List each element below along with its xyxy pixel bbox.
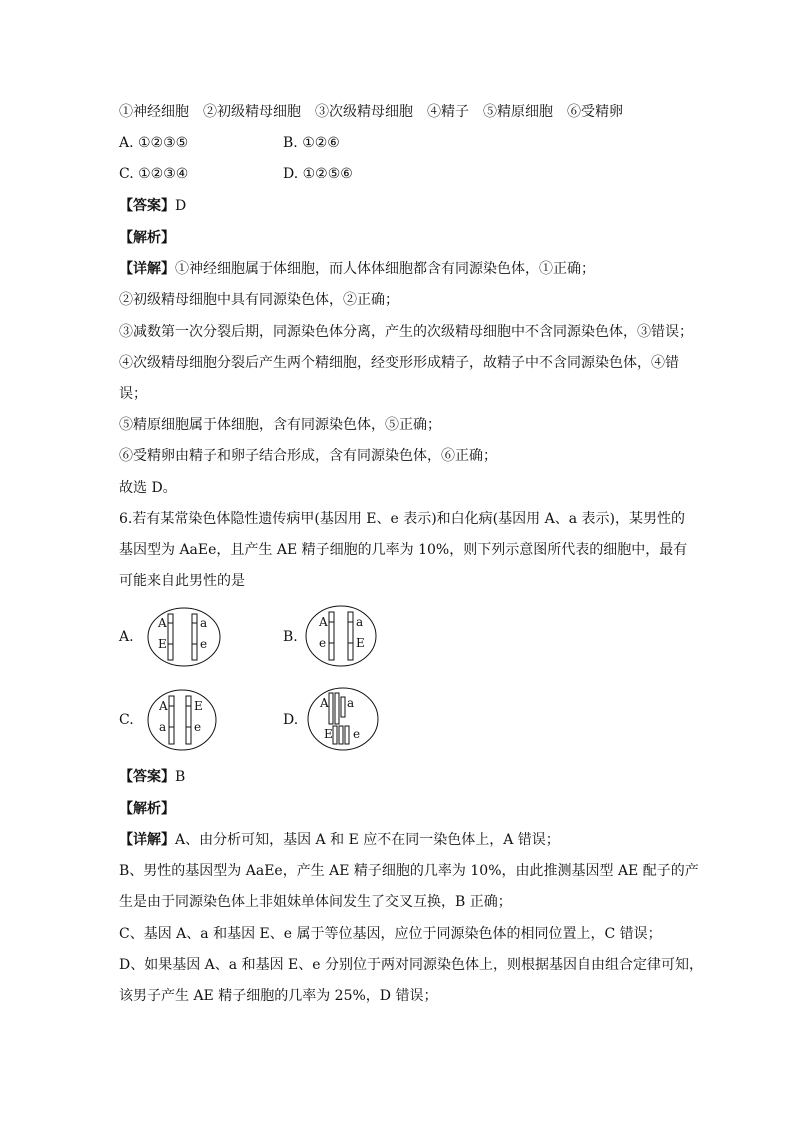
chromosome-a-right (335, 693, 339, 724)
diagram-b-label: B. (283, 629, 298, 645)
detail-text: ①神经细胞属于体细胞，而人体体细胞都含有同源染色体，①正确； (175, 261, 595, 277)
gene-label: A (159, 699, 168, 713)
q5-detail-line-6: ⑤精原细胞属于体细胞，含有同源染色体，⑤正确； (119, 417, 441, 433)
detail-tag: 【详解】 (119, 832, 175, 848)
q5-analysis-tag: 【解析】 (119, 230, 175, 246)
cell-diagram-a (146, 606, 222, 668)
q6-stem-line-2: 基因型为 AaEe，且产生 AE 精子细胞的几率为 10%，则下列示意图所代表的细胞中，最有 (119, 542, 688, 558)
q5-detail-line-7: ⑥受精卵由精子和卵子结合形成，含有同源染色体，⑥正确； (119, 448, 497, 464)
gene-label: a (200, 616, 208, 630)
gene-label: e (200, 637, 208, 651)
chromosome-right (186, 696, 191, 744)
q5-detail-line-5: 误； (119, 386, 147, 402)
q5-option-b: B. ①②⑥ (283, 135, 340, 151)
chromosome-left (168, 614, 173, 660)
diagram-a-label: A. (119, 629, 134, 645)
chromosome-e-mid (339, 726, 343, 744)
chromosome-e-right (345, 726, 349, 744)
q6-analysis-tag: 【解析】 (119, 801, 175, 817)
q5-detail-line-2: ②初级精母细胞中具有同源染色体，②正确； (119, 292, 399, 308)
q6-answer (119, 767, 185, 787)
chromosome-a-left (329, 693, 333, 724)
chromosome-e-left (333, 726, 337, 744)
gene-label: E (324, 727, 333, 741)
q5-detail-line-1 (119, 259, 595, 279)
gene-label: a (347, 696, 355, 710)
cell-diagram-c (146, 688, 218, 752)
gene-label: A (158, 616, 167, 630)
q6-detail-line-5: D、如果基因 A、a 和基因 E、e 分别位于两对同源染色体上，则根据基因自由组合定律可知， (119, 957, 703, 973)
q5-answer (119, 196, 186, 216)
q6-detail-line-1 (119, 830, 560, 850)
q5-detail-line-3: ③减数第一次分裂后期，同源染色体分离，产生的次级精母细胞中不含同源染色体，③错误； (119, 324, 693, 340)
q6-detail-line-4: C、基因 A、a 和基因 E、e 属于等位基因，应位于同源染色体的相同位置上，C 错误； (119, 926, 662, 942)
gene-label: a (356, 615, 364, 629)
gene-label: A (319, 615, 328, 629)
gene-label: E (194, 699, 203, 713)
diagram-d-label: D. (283, 712, 299, 728)
gene-label: e (353, 727, 361, 741)
cell-membrane (306, 606, 376, 666)
gene-label: A (320, 696, 329, 710)
cell-diagram-b (304, 604, 378, 668)
q6-detail-line-2: B、男性的基因型为 AaEe，产生 AE 精子细胞的几率为 10%，由此推测基因型 AE 配子的产 (119, 863, 699, 879)
q5-option-a: A. ①②③⑤ (119, 135, 189, 151)
answer-value: D (175, 198, 187, 214)
cell-diagram-d (306, 686, 380, 752)
answer-tag: 【答案】 (119, 198, 175, 214)
answer-tag: 【答案】 (119, 769, 175, 785)
q5-conclusion: 故选 D。 (119, 480, 177, 496)
q6-detail-line-6: 该男子产生 AE 精子细胞的几率为 25%，D 错误； (119, 988, 438, 1004)
q6-stem-line-1: 6.若有某常染色体隐性遗传病甲(基因用 E、e 表示)和白化病(基因用 A、a 表示)，某男性的 (119, 511, 685, 527)
q5-option-c: C. ①②③④ (119, 166, 189, 182)
gene-label: e (194, 720, 202, 734)
q5-option-d: D. ①②⑤⑥ (283, 166, 353, 182)
chromosome-right (348, 612, 353, 660)
q5-detail-line-4: ④次级精母细胞分裂后产生两个精细胞，经变形形成精子，故精子中不含同源染色体，④错 (119, 355, 679, 371)
chromosome-left (329, 612, 334, 660)
q6-detail-line-3: 生是由于同源染色体上非姐妹单体间发生了交叉互换，B 正确； (119, 894, 512, 910)
q6-stem-line-3: 可能来自此男性的是 (119, 573, 245, 589)
diagram-c-label: C. (119, 712, 134, 728)
chromosome-right (192, 614, 197, 660)
q5-items: ①神经细胞 ②初级精母细胞 ③次级精母细胞 ④精子 ⑤精原细胞 ⑥受精卵 (119, 104, 623, 120)
gene-label: e (319, 636, 327, 650)
chromosome-left (169, 696, 174, 744)
gene-label: E (158, 637, 167, 651)
gene-label: a (159, 720, 167, 734)
chromosome-a-small (341, 697, 345, 717)
detail-tag: 【详解】 (119, 261, 175, 277)
answer-value: B (175, 769, 186, 785)
detail-text: A、由分析可知，基因 A 和 E 应不在同一染色体上，A 错误； (175, 832, 560, 848)
gene-label: E (356, 636, 365, 650)
